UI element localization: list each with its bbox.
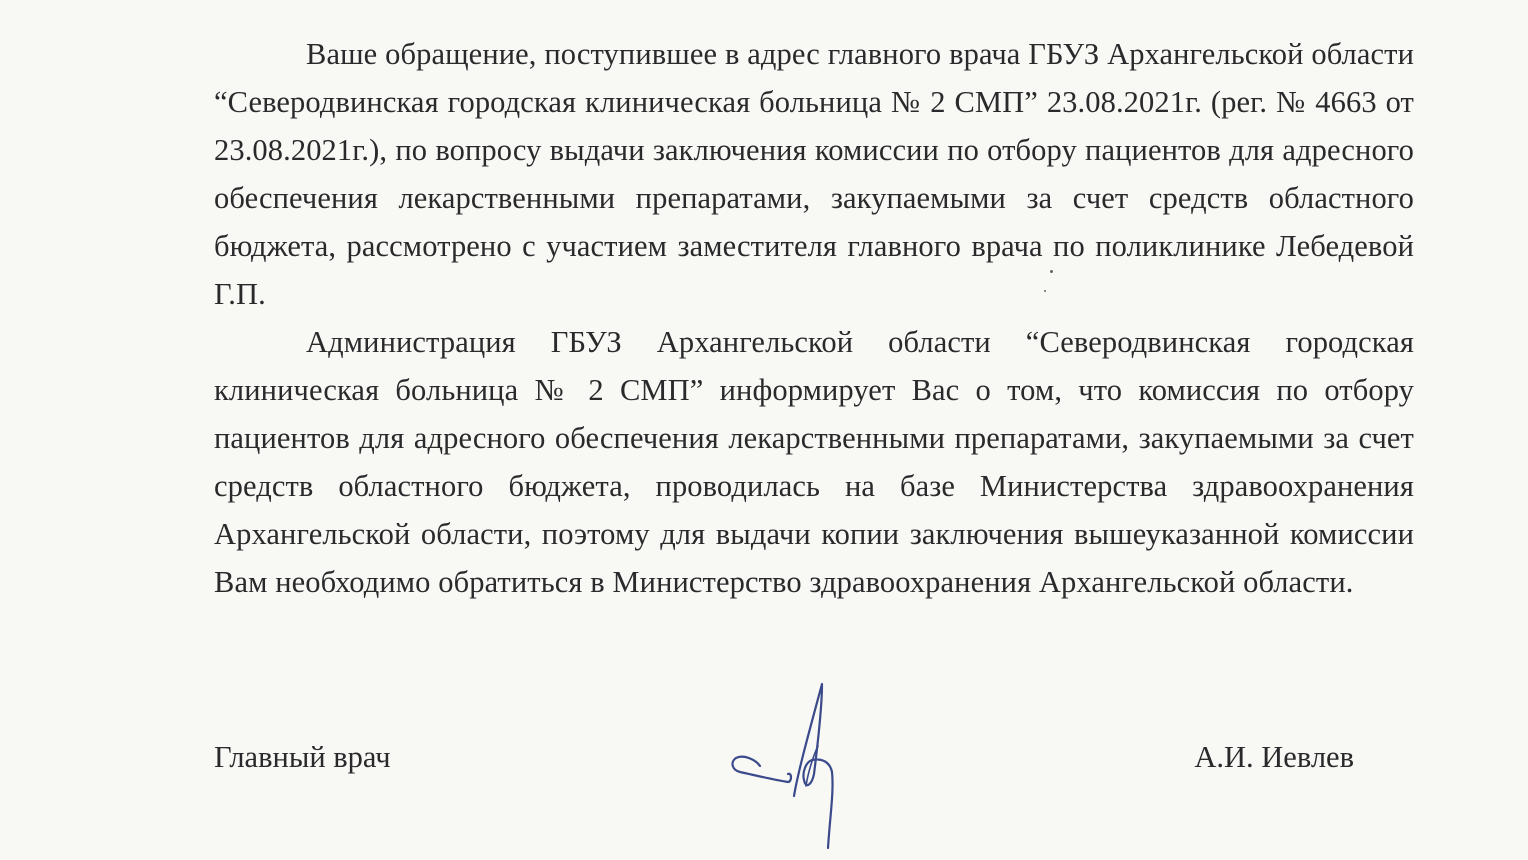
- handwritten-signature: [722, 676, 862, 856]
- signer-position: Главный врач: [214, 740, 391, 774]
- letter-paragraph: Администрация ГБУЗ Архангельской области “Северодвинская городская клиническая больница № 2 СМП” информирует Вас о том, что комиссия по отбору пациентов для адресного обеспечения лекарственными препаратами, закупаемыми за счет средств областного бюджета, проводилась на базе Министерства здравоохранения Архангельской области, поэтому для выдачи копии заключения вышеуказанной комиссии Вам необходимо обратиться в Министерство здравоохранения Архангельской области.: [214, 325, 1414, 599]
- letter-paragraph: Ваше обращение, поступившее в адрес главного врача ГБУЗ Архангельской области “Северодвинская городская клиническая больница № 2 СМП” 23.08.2021г. (рег. № 4663 от 23.08.2021г.), по вопросу выдачи заключения комиссии по отбору пациентов для адресного обеспечения лекарственными препаратами, закупаемыми за счет средств областного бюджета, рассмотрено с участием заместителя главного врача по поликлинике Лебедевой Г.П.: [214, 37, 1414, 311]
- signer-name: А.И. Иевлев: [1194, 740, 1354, 774]
- letter-body: [214, 30, 1414, 606]
- paper-speck: [1044, 290, 1046, 292]
- paper-speck: [1050, 270, 1053, 273]
